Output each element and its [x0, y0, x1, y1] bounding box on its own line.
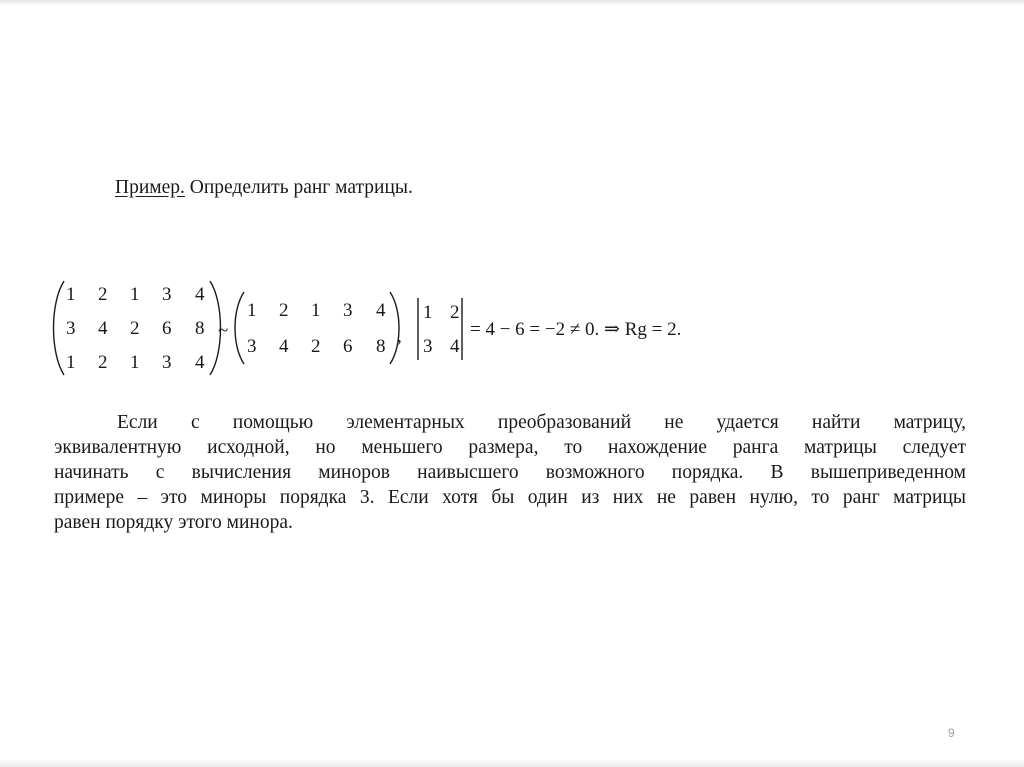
- matrix-a: [66, 284, 205, 373]
- matrix-b-cell: 4: [376, 300, 386, 321]
- matrix-a-cell: 1: [130, 284, 140, 305]
- matrix-b-cell: 3: [343, 300, 353, 321]
- matrix-a-cell: 2: [98, 352, 108, 373]
- matrix-a-cell: 6: [162, 318, 172, 339]
- example-task: Определить ранг матрицы.: [184, 177, 413, 198]
- paragraph-line: Если с помощью элементарных преобразований не удается найти матрицу,: [117, 412, 966, 433]
- paragraph-line: равен порядку этого минора.: [54, 512, 293, 533]
- matrix-b-cell: 1: [311, 300, 321, 321]
- matrix-a-cell: 2: [130, 318, 140, 339]
- matrix-a-cell: 3: [162, 284, 172, 305]
- matrix-a-cell: 8: [195, 318, 205, 339]
- explanation-paragraph: [54, 410, 966, 535]
- equivalence-tilde: ~: [218, 320, 229, 341]
- matrix-b-cell: 2: [311, 336, 321, 357]
- minor-cell: 1: [423, 302, 433, 323]
- matrix-a-cell: 1: [130, 352, 140, 373]
- matrix-a-cell: 4: [195, 284, 205, 305]
- slide-number: 9: [948, 726, 955, 740]
- example-heading: [115, 177, 413, 199]
- paragraph-line: эквивалентную исходной, но меньшего размера, то нахождение ранга матрицы следует: [54, 437, 966, 458]
- matrix-a-cell: 2: [98, 284, 108, 305]
- matrix-a-left-paren: [54, 281, 65, 375]
- matrix-a-cell: 3: [66, 318, 76, 339]
- example-label: Пример.: [115, 177, 185, 198]
- top-edge-shadow: [0, 0, 1024, 6]
- matrix-b-cell: 8: [376, 336, 386, 357]
- formula-svg: [52, 278, 742, 378]
- rank-formula: [52, 278, 742, 378]
- minor-cell: 4: [450, 336, 460, 357]
- matrix-b-cell: 4: [279, 336, 289, 357]
- matrix-b-cell: 2: [279, 300, 289, 321]
- bottom-edge-shadow: [0, 759, 1024, 767]
- paragraph-line: примере – это миноры порядка 3. Если хотя бы один из них не равен нулю, то ранг матрицы: [54, 487, 966, 508]
- minor-cell: 2: [450, 302, 460, 323]
- minor-evaluation: = 4 − 6 = −2 ≠ 0. ⇒ Rg = 2.: [470, 319, 682, 340]
- formula-comma: ,: [397, 326, 402, 347]
- matrix-a-cell: 3: [162, 352, 172, 373]
- matrix-a-cell: 1: [66, 352, 76, 373]
- minor-cell: 3: [423, 336, 433, 357]
- matrix-b-cell: 6: [343, 336, 353, 357]
- matrix-b-cell: 1: [247, 300, 257, 321]
- matrix-b-left-paren: [235, 292, 244, 364]
- matrix-a-cell: 4: [195, 352, 205, 373]
- matrix-a-cell: 1: [66, 284, 76, 305]
- minor-2x2: [423, 302, 460, 357]
- matrix-b-cell: 3: [247, 336, 257, 357]
- matrix-a-cell: 4: [98, 318, 108, 339]
- paragraph-line: начинать с вычисления миноров наивысшего возможного порядка. В вышеприведенном: [54, 462, 966, 483]
- matrix-b: [247, 300, 386, 357]
